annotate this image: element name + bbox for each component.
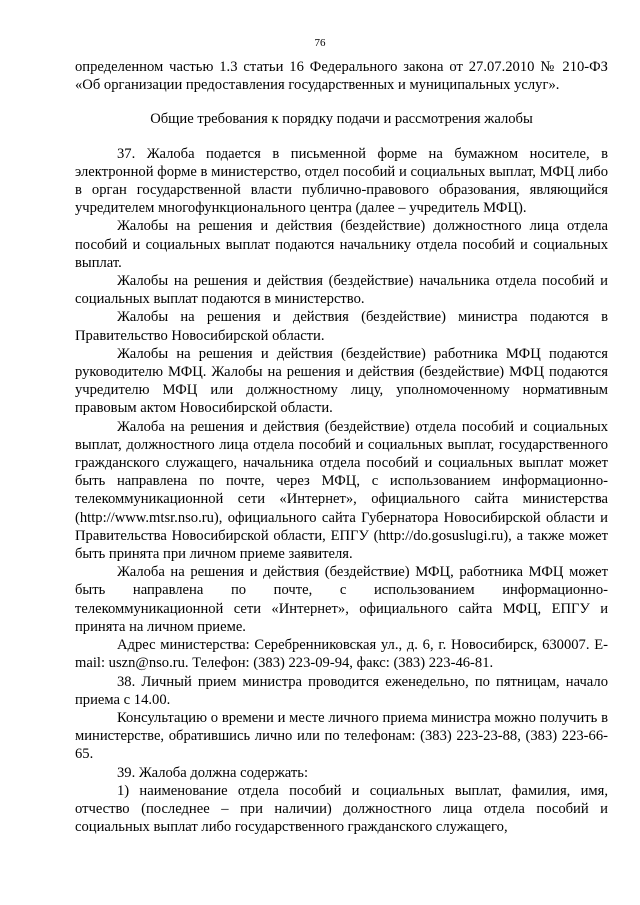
paragraph: Жалобы на решения и действия (бездействие) министра подаются в Правительство Новосибирской области. — [75, 309, 608, 344]
list-item-1: 1) наименование отдела пособий и социальных выплат, фамилия, имя, отчество (последнее – при наличии) должностного лица отдела пособий и социальных выплат либо государственного гражданского служащего, — [75, 782, 608, 836]
paragraph: Жалобы на решения и действия (бездействие) должностного лица отдела пособий и социальных выплат подаются начальнику отдела пособий и социальных выплат. — [75, 218, 608, 271]
page-number: 76 — [314, 37, 326, 49]
paragraph: Жалобы на решения и действия (бездействие) начальника отдела пособий и социальных выплат подаются в министерство. — [75, 273, 608, 308]
paragraph: Жалоба на решения и действия (бездействие) МФЦ, работника МФЦ может быть направлена по почте, с использованием информационно-телекоммуникационной сети «Интернет», официального сайта МФЦ, ЕПГУ и принята на личном приеме. — [75, 564, 608, 635]
paragraph-39: 39. Жалоба должна содержать: — [117, 764, 308, 781]
paragraph-37: 37. Жалоба подается в письменной форме на бумажном носителе, в электронной форме в министерство, отдел пособий и социальных выплат, МФЦ либо в орган государственной власти публично-правового образования, являющийся учредителем многофункционального центра (далее – учредитель МФЦ). — [75, 145, 608, 217]
paragraph-address: Адрес министерства: Серебренниковская ул., д. 6, г. Новосибирск, 630007. E-mail: uszn@nso.ru. Телефон: (383) 223-09-94, факс: (383) 223-46-81. — [75, 637, 608, 672]
paragraph-38: 38. Личный прием министра проводится еженедельно, по пятницам, начало приема с 14.00. — [75, 673, 608, 708]
paragraph: Консультацию о времени и месте личного приема министра можно получить в министерстве, обратившись лично или по телефонам: (383) 223-23-88, (383) 223-66-65. — [75, 709, 608, 763]
paragraph-continuation: определенном частью 1.3 статьи 16 Федерального закона от 27.07.2010 № 210-ФЗ «Об организации предоставления государственных и муниципальных услуг». — [75, 59, 608, 94]
paragraph: Жалоба на решения и действия (бездействие) отдела пособий и социальных выплат, должностного лица отдела пособий и социальных выплат, государственного гражданского служащего, начальника отдела пособий и социальных выплат может быть направлена по почте, через МФЦ, с использованием информационно-телекоммуникационной сети «Интернет», официального сайта министерства (http://www.mtsr.nso.ru), официального сайта Губернатора Новосибирской области и Правительства Новосибирской области, ЕПГУ (http://do.gosuslugi.ru), а также может быть принята при личном приеме заявителя. — [75, 418, 608, 563]
paragraph: Жалобы на решения и действия (бездействие) работника МФЦ подаются руководителю МФЦ. Жалобы на решения и действия (бездействие) МФЦ подаются учредителю МФЦ или должностному лицу, уполномоченному нормативным правовым актом Новосибирской области. — [75, 345, 608, 417]
document-body — [75, 58, 608, 836]
section-heading: Общие требования к порядку подачи и рассмотрения жалобы — [150, 111, 533, 128]
